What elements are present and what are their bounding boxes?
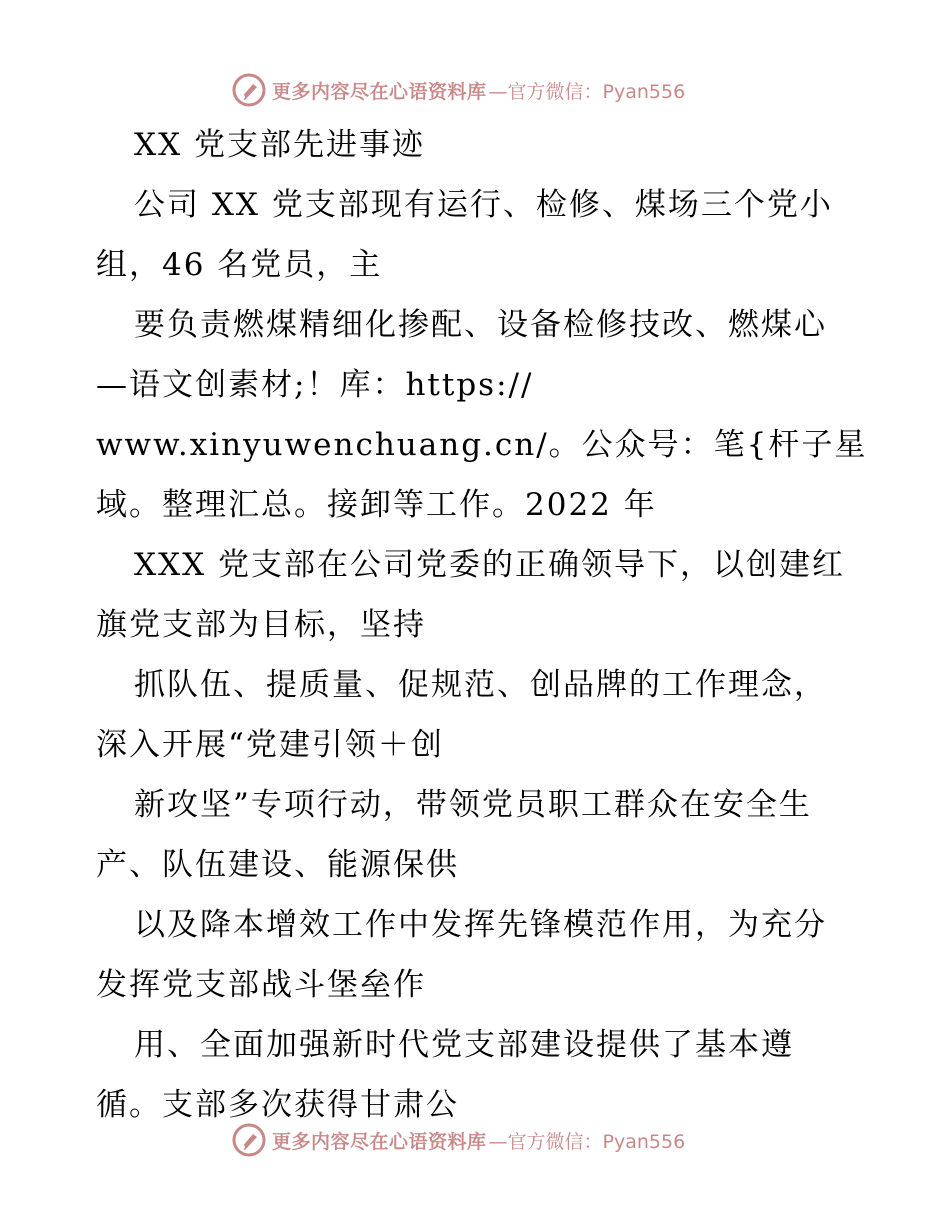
paragraph-line: www.xinyuwenchuang.cn/。公众号：笔{杆子星 <box>96 427 868 463</box>
paragraph-line: —语文创素材;！库：https:// <box>96 367 534 403</box>
wechat-text: —官方微信：Pyan556 <box>488 80 686 103</box>
paragraph-line: 以及降本增效工作中发挥先锋模范作用，为充分 <box>134 907 827 943</box>
paragraph-line: 深入开展“党建引领＋创 <box>96 727 444 763</box>
promo-text: 更多内容尽在心语资料库 <box>272 80 487 103</box>
promo-text: 更多内容尽在心语资料库 <box>272 1130 487 1153</box>
document-title: XX 党支部先进事迹 <box>134 127 425 163</box>
paragraph-line: 抓队伍、提质量、促规范、创品牌的工作理念， <box>134 667 827 703</box>
paragraph-line: 发挥党支部战斗堡垒作 <box>96 967 426 1003</box>
paragraph-line: 产、队伍建设、能源保供 <box>96 847 459 883</box>
document-body <box>96 115 866 1135</box>
fountain-pen-logo-icon <box>232 1123 266 1157</box>
paragraph-line: XXX 党支部在公司党委的正确领导下，以创建红 <box>134 547 846 583</box>
paragraph-line: 域。整理汇总。接卸等工作。2022 年 <box>96 487 657 523</box>
paragraph-line: 用、全面加强新时代党支部建设提供了基本遵 <box>134 1027 794 1063</box>
footer-watermark-banner <box>232 1120 685 1160</box>
paragraph-line: 新攻坚”专项行动，带领党员职工群众在安全生 <box>134 787 812 823</box>
paragraph-line: 循。支部多次获得甘肃公 <box>96 1087 459 1123</box>
wechat-text: —官方微信：Pyan556 <box>488 1130 686 1153</box>
paragraph-line: 组，46 名党员，主 <box>96 247 383 283</box>
paragraph-line: 公司 XX 党支部现有运行、检修、煤场三个党小 <box>134 187 833 223</box>
paragraph-line: 旗党支部为目标，坚持 <box>96 607 426 643</box>
header-watermark-banner <box>232 70 685 110</box>
fountain-pen-logo-icon <box>232 73 266 107</box>
paragraph-line: 要负责燃煤精细化掺配、设备检修技改、燃煤心 <box>134 307 827 343</box>
